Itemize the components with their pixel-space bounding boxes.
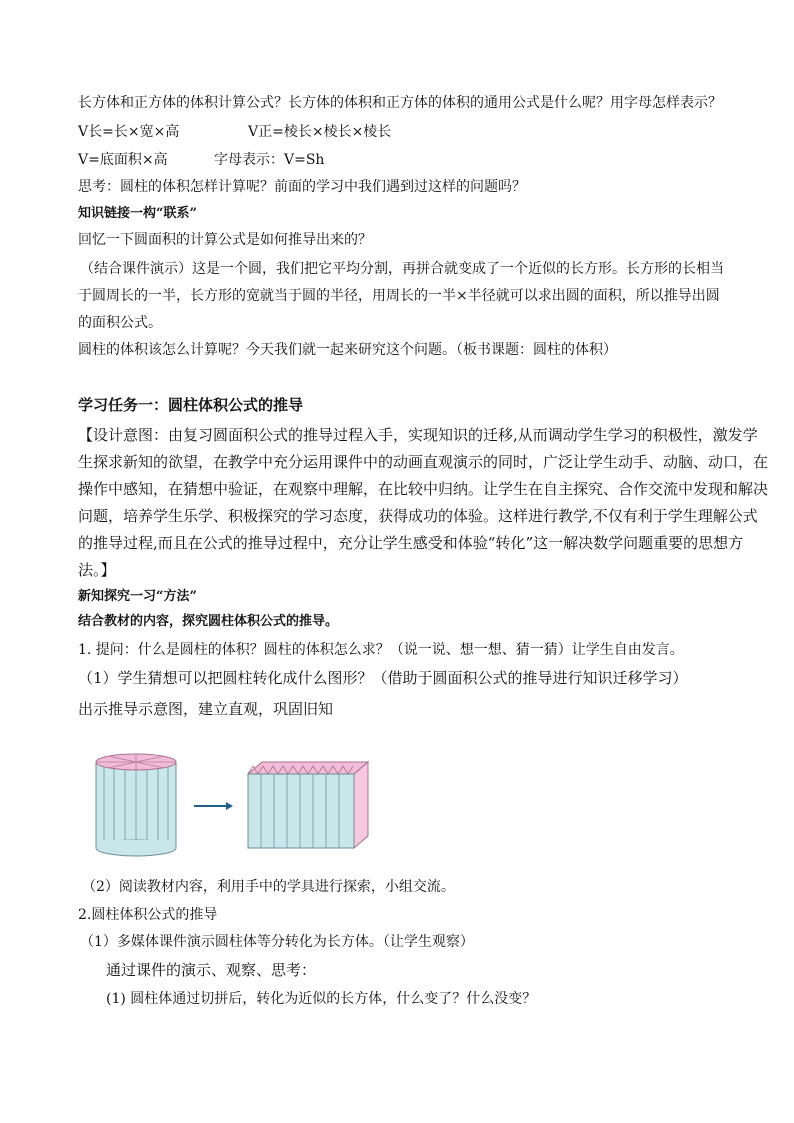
paragraph-line: 于圆周长的一半，长方形的宽就当于圆的半径，用周长的一半×半径就可以求出圆的面积，所以推导出圆	[78, 288, 720, 304]
step-1b: 出示推导示意图，建立直观，巩固旧知	[78, 700, 334, 718]
step-1a: （1）学生猜想可以把圆柱转化成什么图形？（借助于圆面积公式的推导进行知识迁移学习）	[78, 669, 688, 687]
design-intent-line: 法。】	[78, 561, 116, 579]
think-question: 思考：圆柱的体积怎样计算呢？前面的学习中我们遇到过这样的问题吗？	[78, 179, 526, 195]
explore-subtitle: 结合教材的内容，探究圆柱体积公式的推导。	[78, 614, 339, 629]
step-3-title: 2.圆柱体积公式的推导	[78, 907, 218, 923]
explore-title: 新知探究一习“方法”	[78, 589, 197, 604]
design-intent-line: 问题，培养学生乐学、积极探究的学习态度，获得成功的体验。这样进行教学,不仅有利于学生理解公式	[78, 507, 758, 525]
formula-general: V=底面积×高	[78, 152, 168, 168]
paragraph-line: 的面积公式。	[78, 315, 162, 331]
design-intent-line: 生探求新知的欲望，在教学中充分运用课件中的动画直观演示的同时，广泛让学生动手、动脑、动口，在	[78, 453, 769, 471]
design-intent-line: 操作中感知，在猜想中验证，在观察中理解，在比较中归纳。让学生在自主探究、合作交流中发现和解决	[78, 480, 769, 498]
step-3b: 通过课件的演示、观察、思考：	[106, 961, 317, 979]
step-3a: （1）多媒体课件演示圆柱体等分转化为长方体。（让学生观察）	[80, 934, 474, 950]
question-formulas: 长方体和正方体的体积计算公式？长方体的体积和正方体的体积的通用公式是什么呢？用字母怎样表示？	[78, 95, 722, 111]
arrow-icon	[194, 802, 233, 810]
design-intent-line: 的推导过程,而且在公式的推导过程中，充分让学生感受和体验“转化”这一解决数学问题重要的思想方	[78, 534, 744, 552]
formula-cube: V正=棱长×棱长×棱长	[248, 124, 392, 140]
design-intent-line: 【设计意图：由复习圆面积公式的推导过程入手，实现知识的迁移,从而调动学生学习的积极性，激发学	[78, 426, 758, 444]
cylinder-to-cuboid-figure	[90, 752, 390, 864]
paragraph-line: 圆柱的体积该怎么计算呢？今天我们就一起来研究这个问题。（板书课题：圆柱的体积）	[78, 342, 617, 358]
paragraph-line: （结合课件演示）这是一个圆，我们把它平均分割，再拼合就变成了一个近似的长方形。长方形的长相当	[80, 261, 724, 277]
knowledge-link-title: 知识链接一构“联系”	[78, 206, 197, 221]
cylinder-illustration	[96, 754, 176, 856]
recall-question: 回忆一下圆面积的计算公式是如何推导出来的？	[78, 232, 372, 248]
step-1: 1. 提问：什么是圆柱的体积？圆柱的体积怎么求？（说一说、想一想、猜一猜）让学生自由发言。	[78, 642, 684, 658]
step-2: （2）阅读教材内容，利用手中的学具进行探索，小组交流。	[82, 879, 455, 895]
formula-cuboid: V长=长×宽×高	[78, 124, 180, 140]
formula-letters: 字母表示：V=Sh	[214, 152, 325, 168]
section-title: 学习任务一：圆柱体积公式的推导	[78, 396, 304, 414]
cuboid-illustration	[248, 762, 368, 848]
step-3c: (1) 圆柱体通过切拼后，转化为近似的长方体，什么变了？什么没变？	[106, 991, 537, 1007]
